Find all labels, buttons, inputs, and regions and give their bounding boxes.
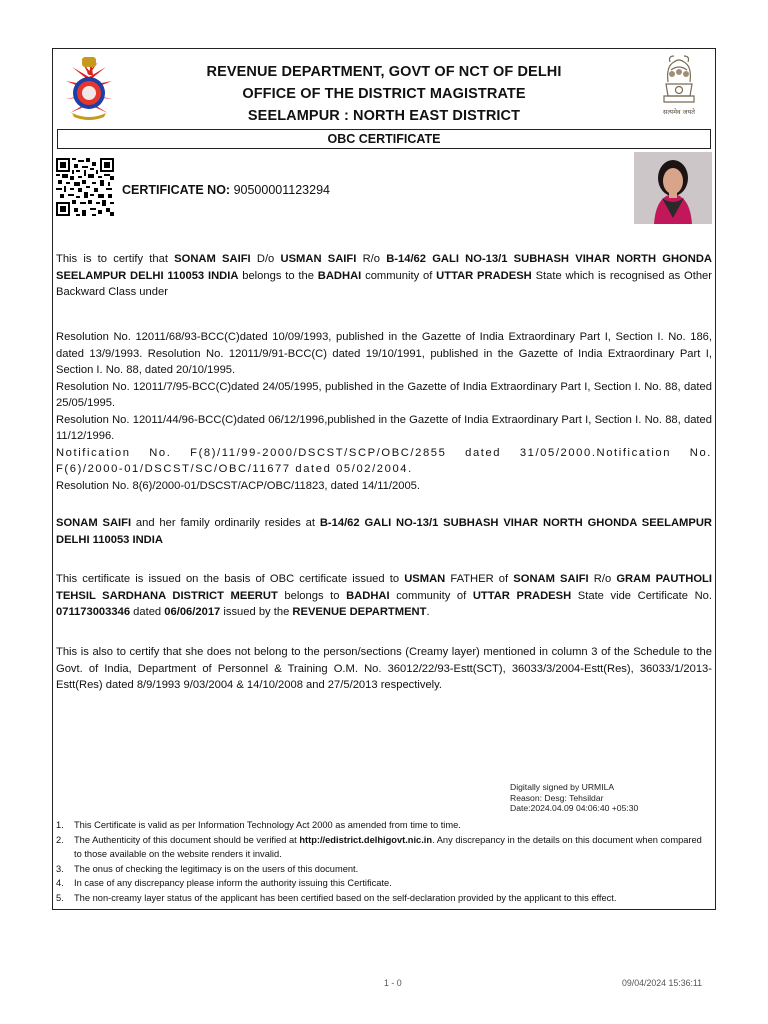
- note-text: . Any discrepancy in the details on this document when compared to those available on the website renders it invalid.: [74, 834, 702, 860]
- note-text: The onus of checking the legitimacy is on the users of this document.: [74, 863, 359, 874]
- resolution-5: Resolution No. 8(6)/2000-01/DSCST/ACP/OBC/11823, dated 14/11/2005.: [56, 479, 421, 492]
- notification: Notification No. F(8)/11/99-2000/DSCST/SCP/OBC/2855 dated 31/05/2000.Notification No. F(6)/2000-01/DSCST/SC/OBC/11677 dated 05/02/2004.: [56, 446, 712, 475]
- text-segment: This certificate is issued on the basis of OBC certificate issued to: [56, 573, 405, 585]
- previous-certificate-number: 071173003346: [56, 606, 131, 618]
- applicant-photo: [634, 152, 712, 224]
- signature-date: Date:2024.04.09 04:06:40 +05:30: [510, 803, 639, 813]
- applicant-address: B-14/62 GALI NO-13/1 SUBHASH VIHAR NORTH GHONDA SEELAMPUR DELHI 110053 INDIA: [56, 517, 712, 546]
- note-item: [56, 833, 706, 862]
- emblem-motto: सत्यमेव जयते: [663, 108, 695, 116]
- note-item: [56, 818, 706, 833]
- note-text: The Authenticity of this document should be verified at: [74, 834, 300, 845]
- certification-paragraph: [56, 251, 712, 301]
- note-item: [56, 862, 706, 877]
- digital-signature: [510, 782, 638, 814]
- text-segment: and her family ordinarily resides at: [131, 517, 320, 529]
- text-segment: belongs to: [277, 589, 347, 602]
- resolution-3: Resolution No. 12011/44/96-BCC(C)dated 06/12/1996,published in the Gazette of India Extraordinary Part I, Section I. No. 88, dated 11/12/1996.: [56, 413, 712, 442]
- text-segment: FATHER of: [445, 573, 514, 585]
- text-segment: community of: [361, 269, 437, 282]
- office-title: OFFICE OF THE DISTRICT MAGISTRATE: [242, 86, 526, 102]
- residence-paragraph: [56, 515, 712, 548]
- certificate-number-value: 90500001123294: [233, 183, 330, 197]
- father-address: GRAM PAUTHOLI TEHSIL SARDHANA DISTRICT MEERUT: [56, 573, 712, 602]
- resolutions-block: [56, 329, 712, 494]
- community-name: BADHAI: [346, 589, 390, 602]
- page-number: 1 - 0: [384, 978, 402, 988]
- department-title: REVENUE DEPARTMENT, GOVT OF NCT OF DELHI: [206, 64, 562, 80]
- note-number: 5.: [56, 892, 64, 903]
- resolution-1: Resolution No. 12011/68/93-BCC(C)dated 10/09/1993, published in the Gazette of India Extraordinary Part I, Section I. No. 186, dated 13/9/1993. Resolution No. 12011/9/91-BCC(C) dated 19/10/1991, published in the Gazette of India Extraordinary Part I, Section I. No. 88, dated 20/10/1995.: [56, 331, 712, 376]
- text-segment: dated: [130, 606, 165, 618]
- text-segment: R/o: [356, 253, 387, 265]
- note-text: This Certificate is valid as per Information Technology Act 2000 as amended from time to time.: [74, 820, 461, 830]
- community-name: BADHAI: [317, 269, 362, 282]
- certificate-title: OBC CERTIFICATE: [57, 129, 711, 149]
- text-segment: community of: [389, 589, 473, 602]
- district-title: SEELAMPUR : NORTH EAST DISTRICT: [247, 108, 521, 124]
- applicant-name: SONAM SAIFI: [174, 253, 251, 265]
- text-segment: issued by the: [220, 606, 293, 618]
- note-text: The non-creamy layer status of the applicant has been certified based on the self-declaration provided by the applicant to this effect.: [74, 892, 617, 903]
- creamy-layer-paragraph: This is also to certify that she does not belong to the person/sections (Creamy layer) mentioned in column 3 of the Schedule to the Govt. of India, Department of Personnel & Training O.M. No. 36012/22/93-Estt(SCT), 36033/3/2004-Estt(Res), 36033/1/2013-Estt(Res) dated 8/9/1993 9/03/2004 & 14/10/2008 and 27/5/2013 respectively.: [56, 646, 712, 691]
- signature-reason: Reason: Desg: Tehsildar: [510, 792, 604, 803]
- applicant-name: SONAM SAIFI: [56, 517, 132, 529]
- qr-code-icon: [56, 158, 114, 216]
- text-segment: belongs to the: [238, 269, 318, 282]
- father-name: USMAN: [404, 573, 446, 585]
- applicant-address: B-14/62 GALI NO-13/1 SUBHASH VIHAR NORTH GHONDA SEELAMPUR DELHI 110053 INDIA: [56, 253, 712, 282]
- basis-paragraph: [56, 571, 712, 621]
- text-segment: R/o: [588, 573, 617, 585]
- applicant-name: SONAM SAIFI: [513, 573, 589, 585]
- text-segment: D/o: [250, 253, 281, 265]
- previous-certificate-date: 06/06/2017: [164, 606, 221, 618]
- state-name: UTTAR PRADESH: [472, 589, 572, 602]
- note-number: 1.: [56, 820, 64, 830]
- certificate-number-label: CERTIFICATE NO:: [122, 183, 231, 197]
- note-text: In case of any discrepancy please inform the authority issuing this Certificate.: [74, 878, 392, 889]
- note-item: [56, 876, 706, 891]
- resolution-2: Resolution No. 12011/7/95-BCC(C)dated 24/05/1995, published in the Gazette of India Extraordinary Part I, Section I. No. 88, dated 25/05/1995.: [56, 380, 712, 409]
- notes-list: [56, 818, 706, 906]
- print-timestamp: 09/04/2024 15:36:11: [622, 978, 703, 988]
- text-segment: State which is recognised as Other Backward Class under: [56, 269, 712, 298]
- note-number: 3.: [56, 863, 64, 874]
- text-segment: This is to certify that: [56, 253, 175, 265]
- father-name: USMAN SAIFI: [280, 253, 357, 265]
- note-number: 4.: [56, 878, 64, 889]
- certificate-number: [122, 183, 330, 197]
- signature-signer: Digitally signed by URMILA: [510, 782, 615, 792]
- issuing-department: REVENUE DEPARTMENT: [292, 606, 427, 618]
- text-segment: State vide Certificate No.: [571, 589, 712, 602]
- note-item: [56, 891, 706, 906]
- verification-link[interactable]: http://edistrict.delhigovt.nic.in: [299, 834, 433, 845]
- state-name: UTTAR PRADESH: [436, 269, 532, 282]
- note-number: 2.: [56, 834, 64, 845]
- text-segment: .: [426, 606, 430, 618]
